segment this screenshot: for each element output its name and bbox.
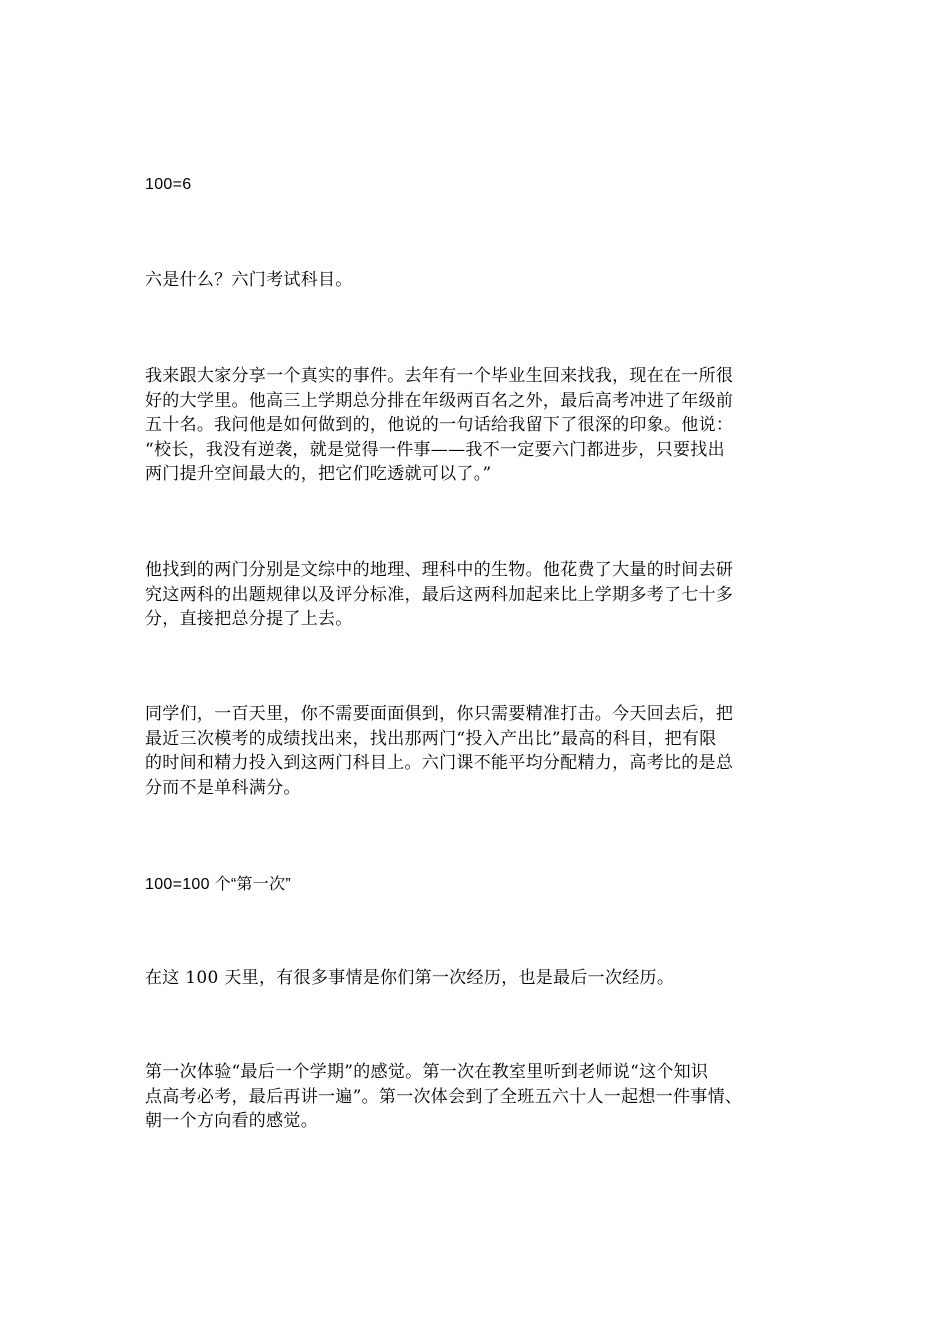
paragraph-six-subjects: 六是什么？六门考试科目。 — [145, 270, 353, 290]
section-heading-100-equals-6: 100=6 — [145, 176, 192, 193]
section-heading-100-firsts: 100=100 个“第一次” — [145, 876, 292, 893]
paragraph-first-and-last: 在这 100 天里，有很多事情是你们第一次经历，也是最后一次经历。 — [145, 968, 675, 988]
paragraph-precise-strike: 同学们，一百天里，你不需要面面俱到，你只需要精准打击。今天回去后，把 最近三次模考的成绩找出来，找出那两门“投入产出比”最高的科目，把有限 的时间和精力投入到这两门科目上。六门课不能平均分配精力，高考比的是总 分而不是单科满分。 — [145, 704, 734, 798]
paragraph-graduate-story: 我来跟大家分享一个真实的事件。去年有一个毕业生回来找我，现在在一所很 好的大学里。他高三上学期总分排在年级两百名之外，最后高考冲进了年级前 五十名。我问他是如何做到的，他说的一句话给我留下了很深的印象。他说： “校长，我没有逆袭，就是觉得一件事——我不一定要六门都进步，只要找出 两门提升空间最大的，把它们吃透就可以了。” — [145, 366, 734, 484]
paragraph-first-experiences: 第一次体验“最后一个学期”的感觉。第一次在教室里听到老师说“这个知识 点高考必考，最后再讲一遍”。第一次体会到了全班五六十人一起想一件事情、 朝一个方向看的感觉。 — [145, 1062, 743, 1131]
paragraph-geography-biology: 他找到的两门分别是文综中的地理、理科中的生物。他花费了大量的时间去研 究这两科的出题规律以及评分标准，最后这两科加起来比上学期多考了七十多 分，直接把总分提了上去。 — [145, 560, 734, 629]
